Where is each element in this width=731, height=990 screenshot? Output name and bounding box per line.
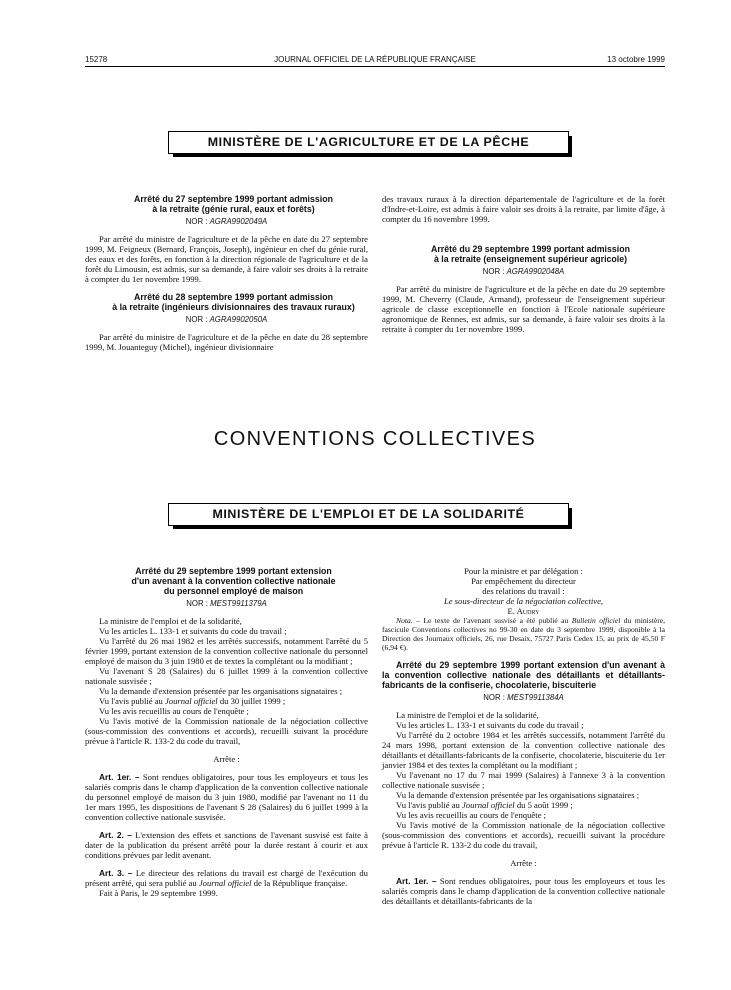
arrete5-line: Vu les avis recueillis au cours de l'enquête ; xyxy=(396,810,546,820)
arrete4-article1 xyxy=(85,772,368,822)
arrete4-title-line2: d'un avenant à la convention collective nationale xyxy=(131,576,336,586)
avis-prefix: Vu l'avis publié au xyxy=(396,800,462,810)
ministry-agriculture-title: MINISTÈRE DE L'AGRICULTURE ET DE LA PÊCHE xyxy=(207,135,530,149)
arrete2-body: Par arrêté du ministre de l'agriculture et de la pêche en date du 28 septembre 1999, M. Jouanteguy (Michel), ingénieur divisionnaire xyxy=(85,332,368,352)
section-title: CONVENTIONS COLLECTIVES xyxy=(213,428,537,450)
left-column-top xyxy=(85,194,368,352)
signature-line4 xyxy=(382,596,665,606)
header-rule xyxy=(85,66,665,67)
journal-officiel-ref: Journal officiel xyxy=(164,696,218,706)
arrete4-article3 xyxy=(85,868,368,888)
arrete3-body: Par arrêté du ministre de l'agriculture et de la pêche en date du 29 septembre 1999, M. Cheverry (Claude, Armand), professeur de l'enseignement supérieur agricole de classe exceptionnelle en fonction à l'Ecole nationale supérieure agronomique de Rennes, est admis, sur sa demande, à faire valoir ses droits à la retraite à compter du 1er novembre 1999. xyxy=(382,284,665,334)
arrete5-nor xyxy=(382,693,665,703)
nor-label: NOR : xyxy=(482,267,507,276)
nota-text: du ministère, fascicule Conventions collectives no 99-30 en date du 3 septembre 1999, disponible à la Direction des Journaux officiels, 26, rue Desaix, 75727 Paris Cedex 15, au prix de 45,50 F (6,94 €). xyxy=(382,616,666,652)
arrete5-line: Vu l'avis motivé de la Commission nationale de la négociation collective (sous-commission des conventions et accords), recueilli suivant la procédure prévue à l'article R. 133-2 du code du travail, xyxy=(382,820,665,850)
signature-line3: des relations du travail : xyxy=(482,586,565,596)
arrete4-line: Vu les articles L. 133-1 et suivants du code du travail ; xyxy=(99,626,287,636)
arrete4-title-line1: Arrêté du 29 septembre 1999 portant extension xyxy=(135,566,332,576)
arrete4-line: Vu l'arrêté du 26 mai 1982 et les arrêtés successifs, notamment l'arrêté du 5 février 1999, portant extension de la convention collective nationale du personnel employé de maison du 3 juin 1980 et de textes la complétant ou la modifiant ; xyxy=(85,636,368,666)
arrete5-line: La ministre de l'emploi et de la solidarité, xyxy=(396,710,539,720)
nor-code: AGRA9902049A xyxy=(209,217,268,226)
arrete5-title: Arrêté du 29 septembre 1999 portant extension d'un avenant à la convention collective nationale des détaillants et détaillants-fabricants de la confiserie, chocolaterie, biscuiterie xyxy=(382,660,665,690)
arrete2-title-line1: Arrêté du 28 septembre 1999 portant admission xyxy=(134,292,333,302)
left-column-bottom xyxy=(85,566,368,898)
arrete4-title-line3: du personnel employé de maison xyxy=(163,586,304,596)
arrete2-title-line2: à la retraite (ingénieurs divisionnaires des travaux ruraux) xyxy=(112,302,355,312)
arrete5-line: Vu l'avenant no 17 du 7 mai 1999 (Salaires) à l'annexe 3 à la convention collective nationale susvisée ; xyxy=(382,770,665,790)
arrete4-line: Vu la demande d'extension présentée par les organisations signataires ; xyxy=(99,686,343,696)
arrete5-arrete: Arrête : xyxy=(510,858,537,868)
arrete3-nor xyxy=(382,267,665,277)
arrete1-body: Par arrêté du ministre de l'agriculture et de la pêche en date du 27 septembre 1999, M. Feigneux (Bernard, François, Joseph), ingénieur en chef du génie rural, des eaux et des forêts, en fonction à la direction régionale de l'agriculture et de la forêt du Limousin, est admis, sur sa demande, à faire valoir ses droits à la retraite à compter du 1er novembre 1999. xyxy=(85,234,368,284)
arrete4-line: Vu l'avis motivé de la Commission nationale de la négociation collective (sous-commission des conventions et accords), recueilli suivant la procédure prévue à l'article R. 133-2 du code du travail, xyxy=(85,716,368,746)
article-label: Art. 1er. – xyxy=(396,876,437,886)
signature-line2: Par empêchement du directeur xyxy=(471,576,576,586)
signature-name: E. Audry xyxy=(507,606,540,616)
article-label: Art. 1er. – xyxy=(99,772,140,782)
journal-title: JOURNAL OFFICIEL DE LA RÉPUBLIQUE FRANÇAISE xyxy=(274,55,476,64)
article-text: Le directeur des relations du travail est chargé de l'exécution du présent arrêté, qui sera publié au xyxy=(85,868,368,888)
arrete4-article2 xyxy=(85,830,368,860)
ministry-emploi-box xyxy=(168,503,569,526)
nor-label: NOR : xyxy=(185,217,210,226)
arrete4-line: La ministre de l'emploi et de la solidarité, xyxy=(99,616,242,626)
arrete1-title-line1: Arrêté du 27 septembre 1999 portant admission xyxy=(134,194,333,204)
arrete2-nor xyxy=(85,315,368,325)
journal-officiel-ref: Journal officiel xyxy=(461,800,515,810)
article-label: Art. 3. – xyxy=(99,868,133,878)
right-column-top xyxy=(382,194,665,334)
article-text: Sont rendues obligatoires, pour tous les employeurs et tous les salariés compris dans le champ d'application de la convention collective nationale des détaillants et détaillants-fabricants de la xyxy=(382,876,665,906)
arrete1-title-line2: à la retraite (génie rural, eaux et forêts) xyxy=(152,204,315,214)
arrete1-nor xyxy=(85,217,368,227)
right-column-bottom xyxy=(382,566,665,906)
nor-label: NOR : xyxy=(483,693,508,702)
nor-code: MEST9911379A xyxy=(210,599,267,608)
article-text: L'extension des effets et sanctions de l'avenant susvisé est faite à dater de la publication du présent arrêté pour la durée restant à courir et aux conditions prévues par ledit avenant. xyxy=(85,830,368,860)
arrete5-article1 xyxy=(382,876,665,906)
avis-suffix: du 30 juillet 1999 ; xyxy=(217,696,286,706)
arrete4-line: Vu les avis recueillis au cours de l'enquête ; xyxy=(99,706,249,716)
arrete4-line: Vu l'avenant S 28 (Salaires) du 6 juillet 1999 à la convention collective nationale susvisée ; xyxy=(85,666,368,686)
journal-officiel-ref: Journal officiel xyxy=(198,878,252,888)
arrete5-line: Vu les articles L. 133-1 et suivants du code du travail ; xyxy=(396,720,584,730)
arrete5-line: Vu l'arrêté du 2 octobre 1984 et les arrêtés successifs, notamment l'arrêté du 24 mars 1998, portant extension de la convention collective nationale des détaillants et détaillants-fabricants de la confiserie, chocolaterie, biscuiterie du 1er janvier 1984 et des textes la complétant ou la modifiant ; xyxy=(382,730,665,770)
article-text: de la République française. xyxy=(251,878,348,888)
nota xyxy=(382,616,665,652)
arrete3-title-line1: Arrêté du 29 septembre 1999 portant admission xyxy=(431,244,630,254)
arrete4-nor xyxy=(85,599,368,609)
arrete4-arrete: Arrête : xyxy=(213,754,240,764)
page-number: 15278 xyxy=(85,55,108,64)
article-label: Art. 2. – xyxy=(99,830,132,840)
arrete5-avis xyxy=(382,800,665,810)
signature-line1: Pour la ministre et par délégation : xyxy=(464,566,583,576)
nor-code: MEST9911384A xyxy=(507,693,564,702)
arrete2-body-continued: des travaux ruraux à la direction départementale de l'agriculture et de la forêt d'Indre-et-Loire, est admis à faire valoir ses droits à la retraite, par limite d'âge, à compter du 16 novembre 1999. xyxy=(382,194,665,224)
arrete4-avis xyxy=(85,696,368,706)
avis-prefix: Vu l'avis publié au xyxy=(99,696,165,706)
nor-code: AGRA9902048A xyxy=(506,267,565,276)
ministry-emploi-title: MINISTÈRE DE L'EMPLOI ET DE LA SOLIDARITÉ xyxy=(212,507,525,521)
nota-text: Le texte de l'avenant susvisé a été publié au xyxy=(419,616,572,625)
ministry-agriculture-box xyxy=(168,131,569,154)
nor-label: NOR : xyxy=(186,599,211,608)
bulletin-officiel-ref: Bulletin officiel xyxy=(571,616,621,625)
issue-date: 13 octobre 1999 xyxy=(607,55,665,64)
signatory-title: Le sous-directeur de la négociation collective, xyxy=(443,596,604,606)
arrete5-line: Vu la demande d'extension présentée par les organisations signataires ; xyxy=(396,790,640,800)
nor-code: AGRA9902050A xyxy=(209,315,268,324)
nor-label: NOR : xyxy=(185,315,210,324)
avis-suffix: du 5 août 1999 ; xyxy=(514,800,573,810)
article-text: Sont rendues obligatoires, pour tous les employeurs et tous les salariés compris dans le champ d'application de la convention collective nationale du personnel employé de maison du 3 juin 1980, modifié par l'avenant no 11 du 1er mars 1995, les dispositions de l'avenant S 28 (Salaires) du 6 juillet 1999 à la convention collective nationale susvisée. xyxy=(85,772,368,822)
nota-label: Nota. – xyxy=(396,616,420,625)
arrete4-fait: Fait à Paris, le 29 septembre 1999. xyxy=(99,888,218,898)
arrete3-title-line2: à la retraite (enseignement supérieur agricole) xyxy=(433,254,628,264)
